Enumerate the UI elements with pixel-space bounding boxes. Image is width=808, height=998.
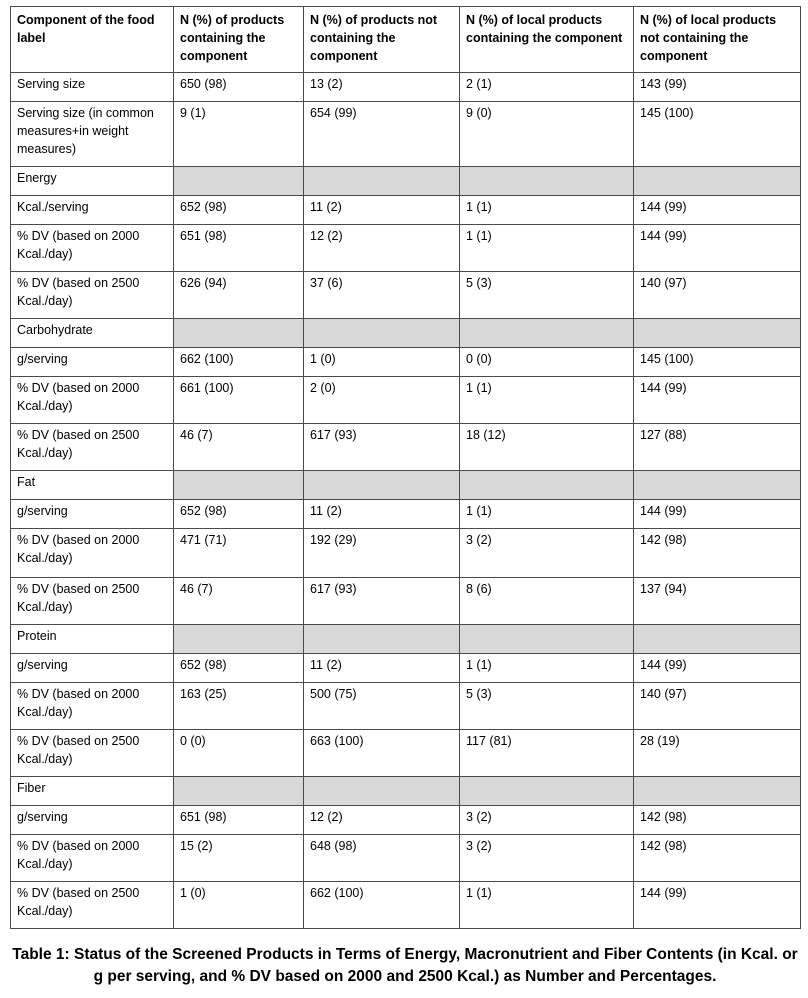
table-cell: 144 (99) — [634, 377, 801, 424]
table-cell: 145 (100) — [634, 348, 801, 377]
table-cell — [174, 471, 304, 500]
header-cell-not-containing: N (%) of products not containing the component — [304, 7, 460, 73]
table-cell: 1 (1) — [460, 196, 634, 225]
table-cell — [634, 471, 801, 500]
table-cell: 652 (98) — [174, 654, 304, 683]
table-cell: 144 (99) — [634, 225, 801, 272]
table-cell: 654 (99) — [304, 102, 460, 167]
table-cell: 661 (100) — [174, 377, 304, 424]
table-row — [11, 225, 801, 272]
row-label-cell: Fiber — [11, 777, 174, 806]
table-cell: 142 (98) — [634, 529, 801, 578]
table-cell: 652 (98) — [174, 500, 304, 529]
table-cell: 651 (98) — [174, 225, 304, 272]
table-row — [11, 272, 801, 319]
table-row — [11, 167, 801, 196]
row-label-cell: Serving size (in common measures+in weight measures) — [11, 102, 174, 167]
table-cell — [634, 777, 801, 806]
table-row — [11, 730, 801, 777]
table-cell: 617 (93) — [304, 578, 460, 625]
table-cell: 46 (7) — [174, 424, 304, 471]
row-label-cell: Serving size — [11, 73, 174, 102]
table-row — [11, 625, 801, 654]
table-cell: 648 (98) — [304, 835, 460, 882]
table-cell: 140 (97) — [634, 272, 801, 319]
table-cell — [460, 319, 634, 348]
table-row — [11, 683, 801, 730]
table-cell: 11 (2) — [304, 500, 460, 529]
table-cell: 662 (100) — [304, 882, 460, 929]
table-cell — [304, 167, 460, 196]
table-cell: 0 (0) — [174, 730, 304, 777]
row-label-cell: Protein — [11, 625, 174, 654]
row-label-cell: % DV (based on 2500 Kcal./day) — [11, 424, 174, 471]
table-cell — [304, 777, 460, 806]
row-label-cell: % DV (based on 2000 Kcal./day) — [11, 835, 174, 882]
table-row — [11, 73, 801, 102]
table-cell: 127 (88) — [634, 424, 801, 471]
table-cell: 651 (98) — [174, 806, 304, 835]
table-cell: 143 (99) — [634, 73, 801, 102]
table-cell: 3 (2) — [460, 806, 634, 835]
table-cell: 662 (100) — [174, 348, 304, 377]
table-cell: 142 (98) — [634, 806, 801, 835]
table-cell: 163 (25) — [174, 683, 304, 730]
table-body — [11, 73, 801, 929]
table-cell: 0 (0) — [460, 348, 634, 377]
table-cell: 8 (6) — [460, 578, 634, 625]
data-table — [10, 6, 801, 929]
row-label-cell: % DV (based on 2000 Kcal./day) — [11, 225, 174, 272]
table-header — [11, 7, 801, 73]
table-cell: 11 (2) — [304, 654, 460, 683]
row-label-cell: % DV (based on 2000 Kcal./day) — [11, 683, 174, 730]
table-cell: 18 (12) — [460, 424, 634, 471]
table-row — [11, 882, 801, 929]
table-cell — [460, 167, 634, 196]
table-row — [11, 806, 801, 835]
table-cell: 2 (0) — [304, 377, 460, 424]
table-cell — [460, 471, 634, 500]
table-cell: 140 (97) — [634, 683, 801, 730]
row-label-cell: % DV (based on 2500 Kcal./day) — [11, 578, 174, 625]
table-row — [11, 471, 801, 500]
table-cell: 1 (1) — [460, 654, 634, 683]
table-cell: 1 (0) — [174, 882, 304, 929]
table-cell — [174, 319, 304, 348]
table-row — [11, 319, 801, 348]
row-label-cell: Kcal./serving — [11, 196, 174, 225]
table-cell: 37 (6) — [304, 272, 460, 319]
table-row — [11, 835, 801, 882]
row-label-cell: % DV (based on 2000 Kcal./day) — [11, 529, 174, 578]
table-cell: 1 (1) — [460, 500, 634, 529]
table-caption: Table 1: Status of the Screened Products in Terms of Energy, Macronutrient and Fiber Contents (in Kcal. or g per serving, and % DV based on 2000 and 2500 Kcal.) as Number and Percentages. — [12, 946, 798, 985]
table-cell: 500 (75) — [304, 683, 460, 730]
table-cell: 5 (3) — [460, 272, 634, 319]
table-cell: 144 (99) — [634, 654, 801, 683]
table-cell — [460, 777, 634, 806]
header-cell-containing: N (%) of products containing the component — [174, 7, 304, 73]
row-label-cell: g/serving — [11, 654, 174, 683]
table-cell — [304, 471, 460, 500]
table-cell: 1 (0) — [304, 348, 460, 377]
table-cell: 144 (99) — [634, 882, 801, 929]
table-cell: 471 (71) — [174, 529, 304, 578]
table-cell — [174, 777, 304, 806]
row-label-cell: % DV (based on 2500 Kcal./day) — [11, 272, 174, 319]
table-cell: 144 (99) — [634, 196, 801, 225]
table-cell: 192 (29) — [304, 529, 460, 578]
table-cell: 617 (93) — [304, 424, 460, 471]
table-cell: 1 (1) — [460, 882, 634, 929]
table-cell — [304, 625, 460, 654]
table-cell — [174, 167, 304, 196]
table-cell: 1 (1) — [460, 377, 634, 424]
table-cell: 117 (81) — [460, 730, 634, 777]
table-cell: 142 (98) — [634, 835, 801, 882]
table-row — [11, 578, 801, 625]
row-label-cell: Fat — [11, 471, 174, 500]
table-cell: 1 (1) — [460, 225, 634, 272]
table-cell — [634, 319, 801, 348]
table-cell — [634, 625, 801, 654]
table-row — [11, 102, 801, 167]
table-row — [11, 377, 801, 424]
table-row — [11, 196, 801, 225]
table-row — [11, 500, 801, 529]
table-cell: 13 (2) — [304, 73, 460, 102]
table-cell: 137 (94) — [634, 578, 801, 625]
table-cell: 11 (2) — [304, 196, 460, 225]
table-cell — [304, 319, 460, 348]
row-label-cell: % DV (based on 2500 Kcal./day) — [11, 730, 174, 777]
table-cell — [174, 625, 304, 654]
table-cell: 15 (2) — [174, 835, 304, 882]
header-cell-component: Component of the food label — [11, 7, 174, 73]
table-cell: 12 (2) — [304, 806, 460, 835]
table-cell: 12 (2) — [304, 225, 460, 272]
table-row — [11, 777, 801, 806]
table-cell — [634, 167, 801, 196]
row-label-cell: % DV (based on 2000 Kcal./day) — [11, 377, 174, 424]
table-cell: 2 (1) — [460, 73, 634, 102]
table-cell: 46 (7) — [174, 578, 304, 625]
header-cell-local-containing: N (%) of local products containing the component — [460, 7, 634, 73]
table-cell: 3 (2) — [460, 529, 634, 578]
table-cell: 650 (98) — [174, 73, 304, 102]
table-cell: 652 (98) — [174, 196, 304, 225]
row-label-cell: Carbohydrate — [11, 319, 174, 348]
table-cell: 28 (19) — [634, 730, 801, 777]
table-cell: 9 (0) — [460, 102, 634, 167]
table-row — [11, 348, 801, 377]
table-cell: 144 (99) — [634, 500, 801, 529]
table-cell: 9 (1) — [174, 102, 304, 167]
row-label-cell: % DV (based on 2500 Kcal./day) — [11, 882, 174, 929]
table-cell: 145 (100) — [634, 102, 801, 167]
table-row — [11, 424, 801, 471]
table-cell: 3 (2) — [460, 835, 634, 882]
table-cell: 663 (100) — [304, 730, 460, 777]
row-label-cell: g/serving — [11, 806, 174, 835]
row-label-cell: Energy — [11, 167, 174, 196]
row-label-cell: g/serving — [11, 348, 174, 377]
row-label-cell: g/serving — [11, 500, 174, 529]
header-row — [11, 7, 801, 73]
table-cell — [460, 625, 634, 654]
table-cell: 5 (3) — [460, 683, 634, 730]
table-row — [11, 654, 801, 683]
header-cell-local-not-containing: N (%) of local products not containing the component — [634, 7, 801, 73]
table-row — [11, 529, 801, 578]
table-cell: 626 (94) — [174, 272, 304, 319]
